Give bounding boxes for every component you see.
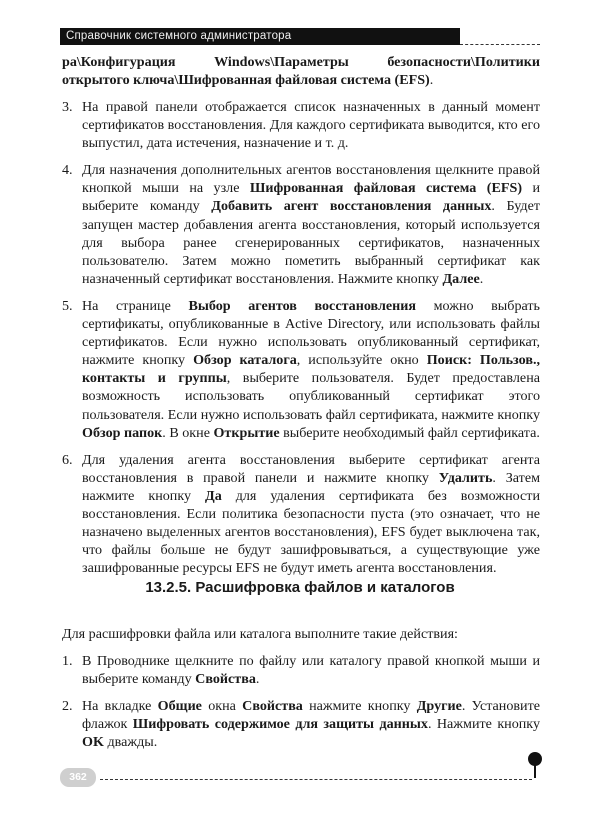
list-item (62, 161, 540, 288)
ui-term: Далее (442, 270, 480, 287)
ui-term: Свойства (195, 671, 256, 688)
text-run: На правой панели отображается список назначенных в данный момент сертификатов восстановления. Для каждого сертификата выводится, кто его выпустил, дата истечения, назначение и т. д. (82, 99, 540, 152)
text-run: На странице (82, 297, 189, 314)
text-run: можно выбрать сертификаты, опубликованные в Active Directory, или использовать файлы сертификатов. Если нужно использовать опубликованный сертификат, нажмите кнопку (82, 297, 540, 369)
list-item (62, 451, 540, 578)
list-item-number: 2. (62, 698, 73, 715)
text-run: , используйте окно (296, 352, 427, 369)
text-run: Для удаления агента восстановления выберите сертификат агента восстановления в правой панели и нажмите кнопку (82, 451, 540, 486)
text-run: выберите необходимый файл сертификата. (279, 424, 540, 441)
header-dashed-rule (460, 44, 540, 45)
list-item (62, 297, 540, 442)
text-run: На вкладке (82, 698, 158, 715)
intro-paragraph: Для расшифровки файла или каталога выполните такие действия: (62, 626, 458, 642)
list-item (62, 98, 540, 152)
text-run: нажмите кнопку (302, 698, 417, 715)
continuation-tail: . (429, 72, 434, 89)
steps-list-2 (62, 652, 540, 760)
list-item-number: 3. (62, 99, 73, 115)
text-run: . (255, 671, 260, 688)
text-run: В Проводнике щелкните по файлу или каталогу правой кнопкой мыши и выберите команду (82, 653, 540, 688)
text-run: . Нажмите кнопку (427, 716, 541, 733)
ui-term: OK (82, 734, 104, 751)
ui-term: Шифрованная файловая система (EFS) (249, 180, 523, 197)
text-run: дважды. (103, 734, 158, 751)
list-item-number: 1. (62, 653, 73, 669)
text-run: . Установите флажок (82, 698, 540, 733)
continuation-bold-path: ра\Конфигурация Windows\Параметры безопасности\Политики открытого ключа\Шифрованная файловая система (EFS) (62, 54, 540, 89)
page-number-badge (60, 768, 96, 787)
ui-term: Шифровать содержимое для защиты данных (132, 716, 428, 733)
running-header-title: Справочник системного администратора (66, 30, 292, 42)
ui-term: Обзор папок (82, 424, 163, 441)
ui-term: Открытие (213, 424, 280, 441)
ui-term: Поиск: Пользов., контакты и группы (82, 352, 540, 387)
footer-marker-stem (534, 764, 536, 778)
ui-term: Да (205, 487, 222, 504)
text-run: для удаления сертификата без возможности восстановления. Если политика безопасности пуста (это означает, что не назначено выделенных агентов восстановления), EFS будет выключена так, что файлы больше не будут зашифровываться, а существующие уже зашифрованные ресурсы EFS не будут иметь агента восстановления. (82, 487, 540, 577)
ui-term: Удалить (438, 469, 493, 486)
text-run: Для назначения дополнительных агентов восстановления щелкните правой кнопкой мыши на узле (82, 162, 540, 197)
text-run: , выберите пользователя. Будет предоставлена возможность использовать опубликованный сертификат этого пользователя. Если нужно использовать файл сертификата, нажмите кнопку (82, 370, 540, 423)
footer-dashed-rule (100, 779, 532, 780)
list-item-number: 6. (62, 451, 73, 468)
text-run: и выберите команду (82, 180, 540, 215)
steps-list-1 (62, 98, 540, 586)
running-header (60, 28, 460, 45)
ui-term: Свойства (242, 698, 303, 715)
text-run: окна (201, 698, 243, 715)
section-heading: 13.2.5. Расшифровка файлов и каталогов (145, 579, 455, 596)
list-item-number: 5. (62, 297, 73, 314)
text-run: . (479, 270, 484, 287)
list-item (62, 697, 540, 751)
ui-term: Общие (157, 698, 202, 715)
list-item-number: 4. (62, 162, 73, 179)
ui-term: Выбор агентов восстановления (188, 297, 416, 314)
text-run: . В окне (162, 424, 214, 441)
ui-term: Другие (416, 698, 462, 715)
ui-term: Обзор каталога (193, 352, 297, 369)
text-run: . Будет запущен мастер добавления агента восстановления, который используется для выбора ранее сгенерированных сертификатов, назначенных пользователю. Затем можно пометить выбранный сертификат как назначенный сертификат восстановления. Нажмите кнопку (82, 198, 540, 287)
footer-marker-dot (528, 752, 542, 766)
page-number: 362 (69, 771, 87, 783)
continuation-paragraph (62, 53, 540, 89)
ui-term: Добавить агент восстановления данных (211, 198, 492, 215)
text-run: . Затем нажмите кнопку (82, 469, 540, 504)
list-item (62, 652, 540, 688)
